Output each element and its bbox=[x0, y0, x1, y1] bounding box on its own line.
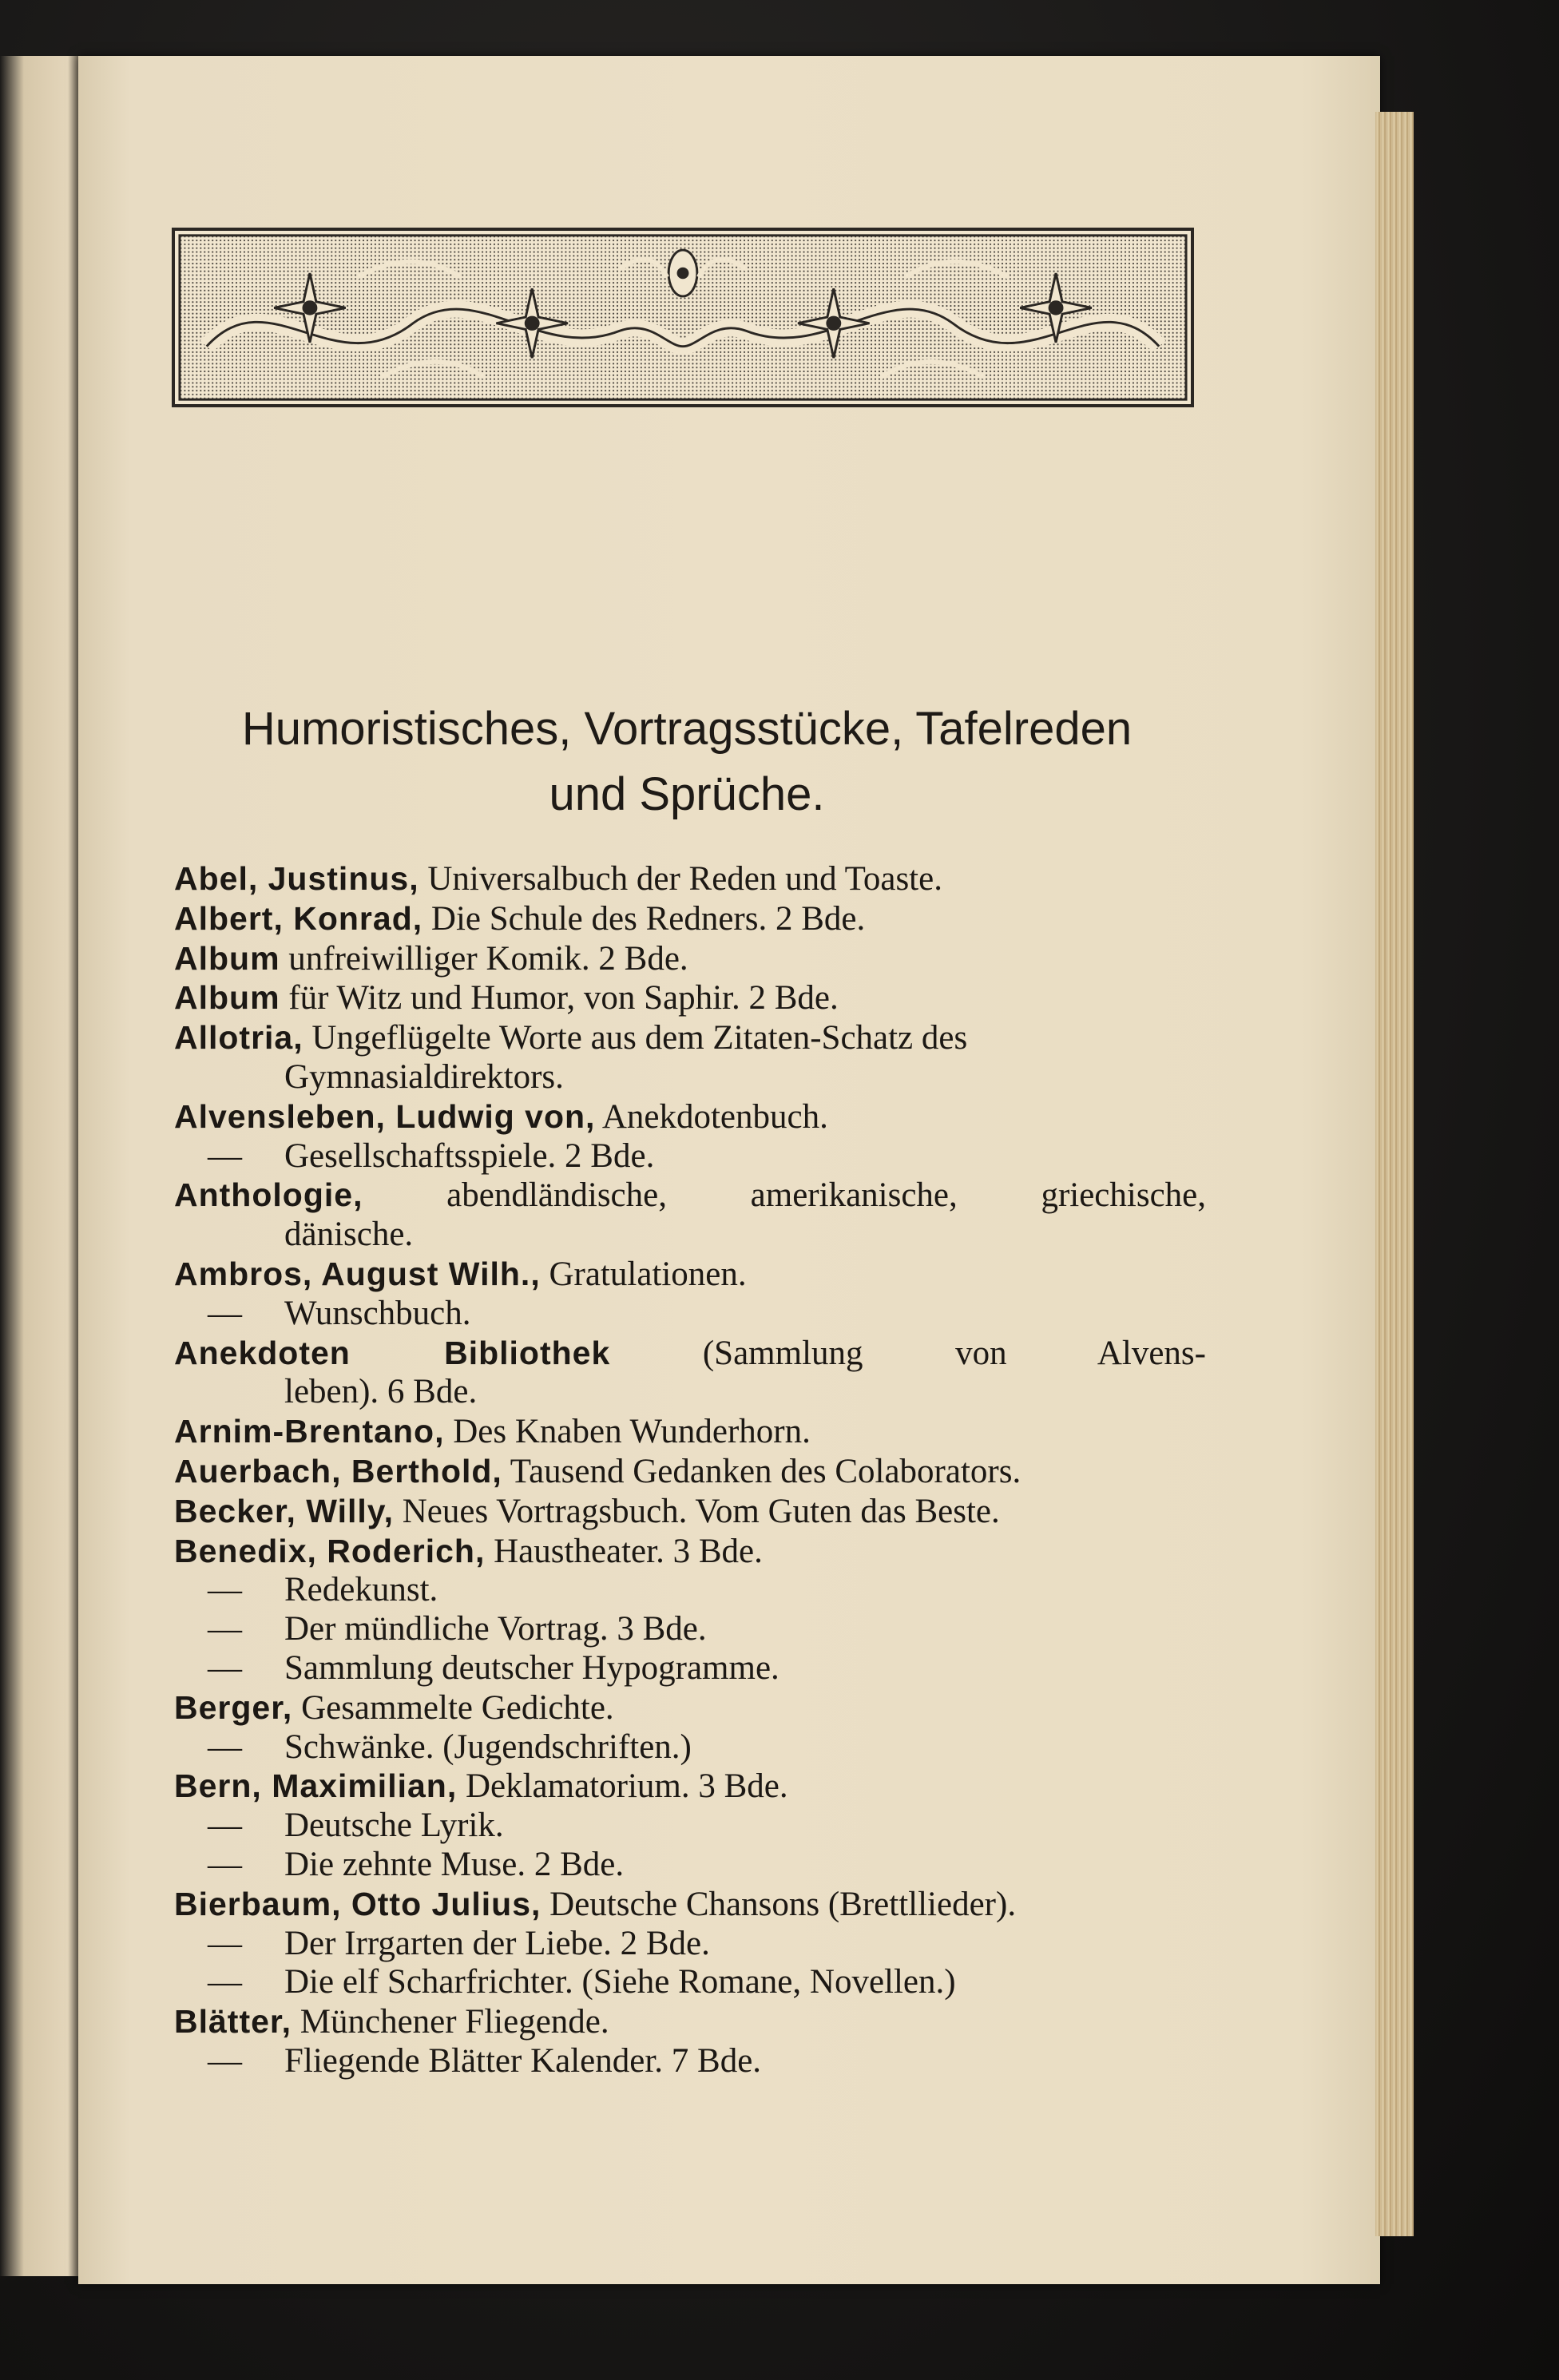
list-item: Ambros, August Wilh., Gratulationen. bbox=[174, 1255, 747, 1293]
facing-page-edge bbox=[0, 56, 80, 2276]
list-item: Album unfreiwilliger Komik. 2 Bde. bbox=[174, 939, 688, 978]
list-item: Blätter, Münchener Fliegende. bbox=[174, 2003, 609, 2041]
list-item: Berger, Gesammelte Gedichte. bbox=[174, 1688, 614, 1727]
list-item: — Gesellschaftsspiele. 2 Bde. bbox=[208, 1136, 655, 1175]
list-item: — Die zehnte Muse. 2 Bde. bbox=[208, 1845, 625, 1883]
list-item: Becker, Willy, Neues Vortragsbuch. Vom Guten das Beste. bbox=[174, 1492, 1000, 1530]
list-item: Anthologie, abendländische, amerikanische, griechische, dänische. bbox=[174, 1176, 1206, 1254]
title-line-2: und Sprüche. bbox=[549, 768, 825, 820]
list-item: — Der mündliche Vortrag. 3 Bde. bbox=[208, 1610, 707, 1648]
list-item: — Deutsche Lyrik. bbox=[208, 1807, 504, 1845]
list-item: — Fliegende Blätter Kalender. 7 Bde. bbox=[208, 2041, 762, 2080]
list-item: — Wunschbuch. bbox=[208, 1294, 471, 1332]
list-item: Alvensleben, Ludwig von, Anekdotenbuch. bbox=[174, 1097, 828, 1136]
list-item: Albert, Konrad, Die Schule des Redners. 2 Bde. bbox=[174, 899, 866, 938]
page-title bbox=[160, 696, 1214, 827]
catalog-list bbox=[174, 859, 1206, 2081]
list-item: Benedix, Roderich, Haustheater. 3 Bde. bbox=[174, 1532, 763, 1570]
page-stack-edge bbox=[1375, 112, 1414, 2236]
list-item: — Der Irrgarten der Liebe. 2 Bde. bbox=[208, 1924, 710, 1962]
list-item: — Schwänke. (Jugendschriften.) bbox=[208, 1727, 692, 1766]
list-item: Album für Witz und Humor, von Saphir. 2 Bde. bbox=[174, 979, 839, 1017]
list-item: — Redekunst. bbox=[208, 1571, 438, 1609]
list-item: Anekdoten Bibliothek (Sammlung von Alvens- leben). 6 Bde. bbox=[174, 1334, 1206, 1411]
list-item: Bern, Maximilian, Deklamatorium. 3 Bde. bbox=[174, 1767, 788, 1806]
list-item: Allotria, Ungeflügelte Worte aus dem Zitaten-Schatz des Gymnasialdirektors. bbox=[174, 1019, 968, 1096]
list-item: Bierbaum, Otto Julius, Deutsche Chansons (Brettllieder). bbox=[174, 1885, 1017, 1923]
list-item: Arnim-Brentano, Des Knaben Wunderhorn. bbox=[174, 1413, 811, 1451]
floral-ornament-banner bbox=[172, 228, 1194, 407]
list-item: Abel, Justinus, Universalbuch der Reden und Toaste. bbox=[174, 860, 942, 898]
list-item: — Sammlung deutscher Hypogramme. bbox=[208, 1648, 780, 1687]
title-line-1: Humoristisches, Vortragsstücke, Tafelreden bbox=[241, 703, 1133, 755]
list-item: — Die elf Scharfrichter. (Siehe Romane, Novellen.) bbox=[208, 1963, 956, 2001]
list-item: Auerbach, Berthold, Tausend Gedanken des Colaborators. bbox=[174, 1452, 1021, 1490]
